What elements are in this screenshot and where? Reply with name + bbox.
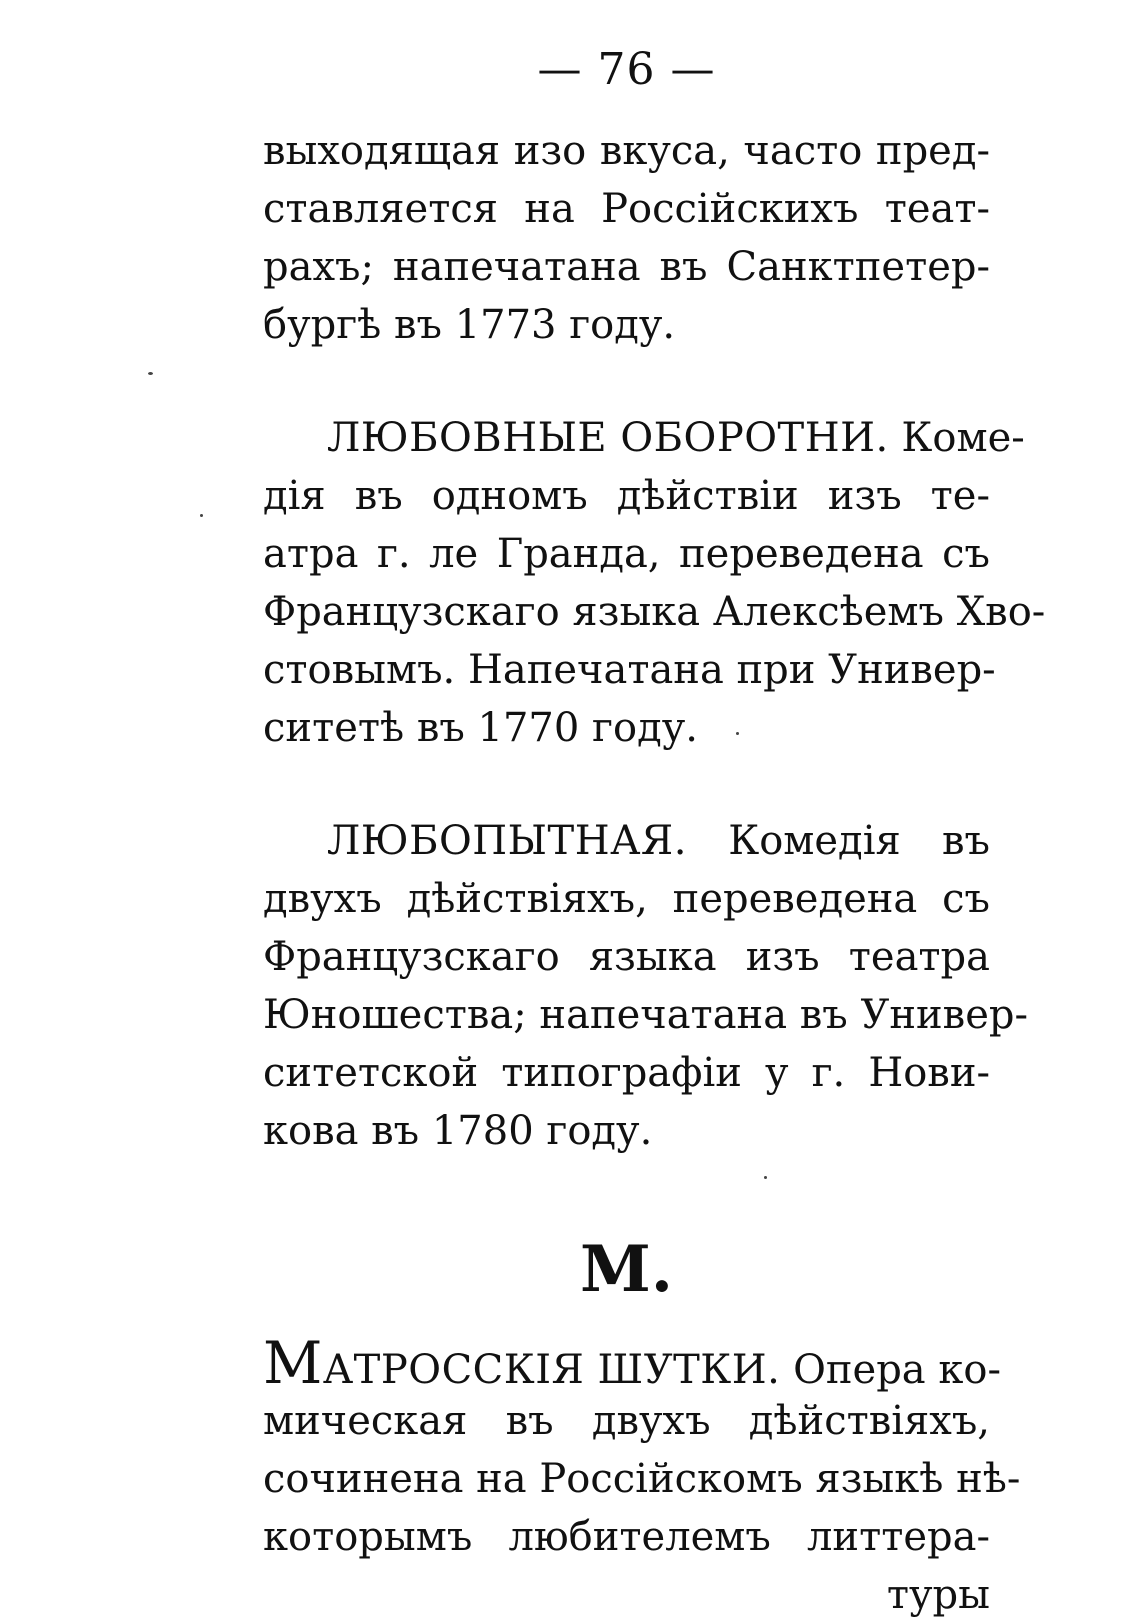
text-line: выходящая изо вкуса, часто пред- (263, 128, 990, 174)
continuation-paragraph (263, 122, 990, 354)
text-line: мическая въ двухъ дѣйствiяхъ, (263, 1398, 990, 1444)
entry-lyubopytnaya (263, 812, 1028, 1160)
text-line: Французскаго языка Алексѣемъ Хво- (263, 589, 1046, 635)
text-line: атра г. ле Гранда, переведена съ (263, 531, 990, 577)
paragraph-gap (263, 757, 990, 812)
text-line: бургѣ въ 1773 году. (263, 302, 676, 348)
entry-lyubovnye-oborotni (263, 409, 1046, 757)
entry-title: ЛЮБОПЫТНАЯ. (327, 818, 687, 864)
text-line: стовымъ. Напечатана при Универ- (263, 647, 996, 693)
entry-first-line (263, 812, 990, 870)
text-line: ставляется на Россiйскихъ теат- (263, 186, 990, 232)
drop-capital: М (263, 1329, 323, 1397)
paragraph-gap (263, 354, 990, 409)
page-number: — 76 — (537, 44, 716, 95)
entry-first-line (263, 1329, 1001, 1397)
book-page (263, 40, 1046, 1624)
text-line: рахъ; напечатана въ Санктпетер- (263, 244, 990, 290)
text-line: ситетѣ въ 1770 году. (263, 705, 698, 751)
entry-first-line (263, 409, 1025, 467)
entry-text: Комедiя въ (728, 818, 990, 864)
scan-speck (148, 372, 153, 375)
entry-text: Коме- (901, 415, 1025, 461)
text-line: дiя въ одномъ дѣйствiи изъ те- (263, 473, 990, 519)
text-line: кова въ 1780 году. (263, 1108, 653, 1154)
section-gap (263, 1160, 990, 1230)
section-letter-heading: М. (579, 1232, 674, 1307)
entry-title (263, 1329, 781, 1397)
entry-matrosskiya-shutki (263, 1329, 1021, 1624)
catchword: туры (886, 1572, 990, 1618)
scan-speck (200, 514, 203, 517)
text-line: двухъ дѣйствiяхъ, переведена съ (263, 876, 990, 922)
entry-text: Опера ко- (793, 1347, 1001, 1393)
text-line: которымъ любителемъ литтера- (263, 1514, 990, 1560)
text-line: сочинена на Россiйскомъ языкѣ нѣ- (263, 1456, 1021, 1502)
text-line: Французскаго языка изъ театра (263, 934, 990, 980)
entry-title-rest: АТРОССКIЯ ШУТКИ. (322, 1347, 781, 1393)
entry-title: ЛЮБОВНЫЕ ОБОРОТНИ. (327, 415, 889, 461)
text-line: Юношества; напечатана въ Универ- (263, 992, 1028, 1038)
text-line: ситетской типографiи у г. Нови- (263, 1050, 990, 1096)
